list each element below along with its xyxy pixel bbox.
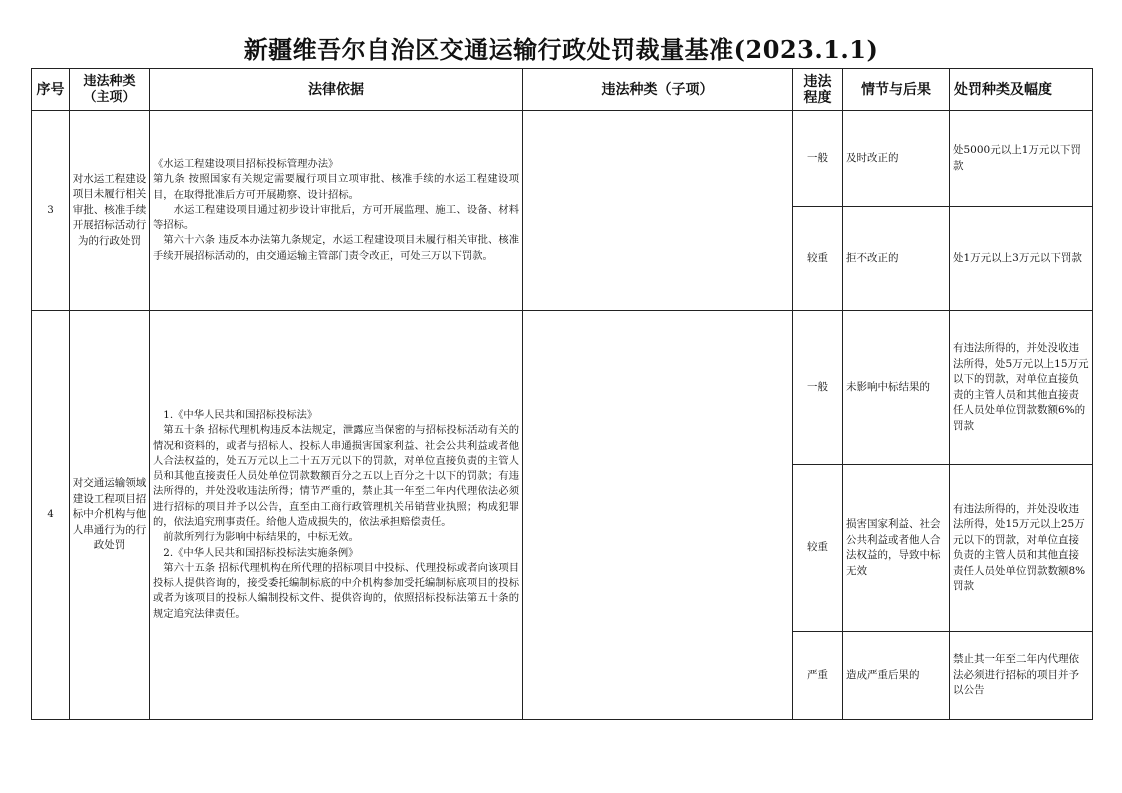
header-row (32, 69, 1093, 111)
legal-line: 第九条 按照国家有关规定需要履行项目立项审批、核准手续的水运工程建设项目，在取得批准后方可开展勘察、设计招标。 (153, 173, 519, 201)
degree-cell: 较重 (793, 465, 843, 632)
main-type-cell: 对交通运输领域建设工程项目招标中介机构与他人串通行为的行政处罚 (70, 311, 150, 720)
legal-basis-cell (150, 311, 523, 720)
penalty-cell: 处5000元以上1万元以下罚款 (950, 111, 1093, 207)
sub-type-cell (523, 311, 793, 720)
legal-basis-cell (150, 111, 523, 311)
main-type-cell: 对水运工程建设项目未履行相关审批、核准手续开展招标活动行为的行政处罚 (70, 111, 150, 311)
circumstance-cell: 损害国家利益、社会公共利益或者他人合法权益的，导致中标无效 (843, 465, 950, 632)
circumstance-cell: 造成严重后果的 (843, 632, 950, 720)
legal-line: 第六十五条 招标代理机构在所代理的招标项目中投标、代理投标或者向该项目投标人提供咨询的，接受委托编制标底的中介机构参加受托编制标底项目的投标或者为该项目的投标人编制投标文件、提供咨询的，依照招标投标法第五十条的规定追究法律责任。 (153, 561, 519, 620)
legal-line: 2.《中华人民共和国招标投标法实施条例》 (163, 546, 359, 559)
circumstance-cell: 未影响中标结果的 (843, 311, 950, 465)
penalty-cell: 处1万元以上3万元以下罚款 (950, 207, 1093, 311)
table-row (32, 111, 1093, 207)
header-legal-basis: 法律依据 (150, 69, 523, 111)
header-degree-line1: 违法 (803, 73, 832, 90)
legal-line: 1.《中华人民共和国招标投标法》 (163, 408, 318, 421)
page-title: 新疆维吾尔自治区交通运输行政处罚裁量基准(2023.1.1) (243, 35, 879, 64)
table-row (32, 311, 1093, 465)
penalty-standard-table (31, 68, 1093, 720)
header-main-type-line1: 违法种类 (83, 73, 136, 89)
header-main-type-line2: （主项） (83, 89, 136, 105)
degree-cell: 一般 (793, 111, 843, 207)
degree-cell: 严重 (793, 632, 843, 720)
circumstance-cell: 及时改正的 (843, 111, 950, 207)
header-main-type (70, 69, 150, 111)
legal-line: 《水运工程建设项目招标投标管理办法》 (153, 157, 339, 170)
header-penalty: 处罚种类及幅度 (950, 69, 1093, 111)
penalty-cell: 有违法所得的，并处没收违法所得，处5万元以上15万元以下的罚款，对单位直接负责的主管人员和其他直接责任人员处单位罚款数额6%的罚款 (950, 311, 1093, 465)
legal-line: 第六十六条 违反本办法第九条规定，水运工程建设项目未履行相关审批、核准手续开展招标活动的，由交通运输主管部门责令改正，可处三万以下罚款。 (153, 234, 519, 262)
header-degree-line2: 程度 (803, 89, 832, 106)
sub-type-cell (523, 111, 793, 311)
legal-line: 水运工程建设项目通过初步设计审批后，方可开展监理、施工、设备、材料等招标。 (153, 203, 519, 232)
circumstance-cell: 拒不改正的 (843, 207, 950, 311)
penalty-cell: 禁止其一年至二年内代理依法必须进行招标的项目并予以公告 (950, 632, 1093, 720)
seq-cell: 3 (32, 111, 70, 311)
seq-cell: 4 (32, 311, 70, 720)
legal-line: 前款所列行为影响中标结果的，中标无效。 (163, 531, 359, 544)
header-degree (793, 69, 843, 111)
degree-cell: 较重 (793, 207, 843, 311)
header-sub-type: 违法种类（子项） (523, 69, 793, 111)
penalty-cell: 有违法所得的，并处没收违法所得，处15万元以上25万元以下的罚款，对单位直接负责的主管人员和其他直接责任人员处单位罚款数额8%罚款 (950, 465, 1093, 632)
degree-cell: 一般 (793, 311, 843, 465)
header-circumstances: 情节与后果 (843, 69, 950, 111)
header-seq: 序号 (32, 69, 70, 111)
legal-line: 第五十条 招标代理机构违反本法规定，泄露应当保密的与招标投标活动有关的情况和资料的，或者与招标人、投标人串通损害国家利益、社会公共利益或者他人合法权益的，处五万元以上二十五万元以下的罚款，对单位直接负责的主管人员和其他直接责任人员处单位罚款数额百分之五以上百分之十以下的罚款；有违法所得的，并处没收违法所得；情节严重的，禁止其一年至二年内代理依法必须进行招标的项目并予以公告，直至由工商行政管理机关吊销营业执照；构成犯罪的，依法追究刑事责任。给他人造成损失的，依法承担赔偿责任。 (153, 424, 519, 528)
